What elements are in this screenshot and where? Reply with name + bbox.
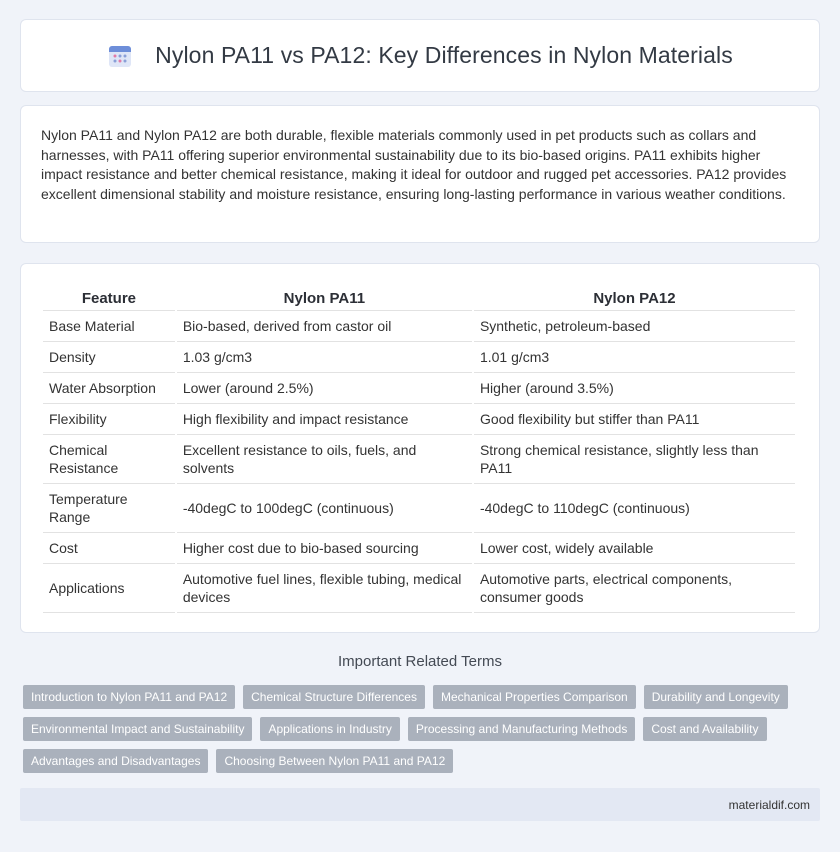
pa11-cell: Higher cost due to bio-based sourcing: [177, 533, 472, 564]
related-terms-list: [23, 685, 803, 773]
related-terms-title: Important Related Terms: [338, 653, 502, 670]
table-row: [43, 342, 795, 373]
related-term-tag[interactable]: Mechanical Properties Comparison: [433, 685, 636, 709]
related-term-tag[interactable]: Environmental Impact and Sustainability: [23, 717, 252, 741]
table-row: [43, 311, 795, 342]
pa12-cell: 1.01 g/cm3: [474, 342, 795, 373]
feature-cell: Cost: [43, 533, 175, 564]
related-term-tag[interactable]: Advantages and Disadvantages: [23, 749, 208, 773]
pa12-cell: Lower cost, widely available: [474, 533, 795, 564]
comparison-table-card: [20, 263, 820, 633]
pa12-cell: -40degC to 110degC (continuous): [474, 484, 795, 533]
table-row: [43, 435, 795, 484]
header-pa11: Nylon PA11: [177, 284, 472, 311]
pa11-cell: 1.03 g/cm3: [177, 342, 472, 373]
header-feature: Feature: [43, 284, 175, 311]
feature-cell: Density: [43, 342, 175, 373]
table-row: [43, 564, 795, 613]
footer: [20, 788, 820, 821]
feature-cell: Chemical Resistance: [43, 435, 175, 484]
pa11-cell: Excellent resistance to oils, fuels, and solvents: [177, 435, 472, 484]
header-card: [20, 19, 820, 92]
table-row: [43, 373, 795, 404]
related-term-tag[interactable]: Chemical Structure Differences: [243, 685, 425, 709]
related-term-tag[interactable]: Introduction to Nylon PA11 and PA12: [23, 685, 235, 709]
calendar-doc-icon: [107, 43, 133, 69]
related-term-tag[interactable]: Choosing Between Nylon PA11 and PA12: [216, 749, 453, 773]
table-row: [43, 404, 795, 435]
related-term-tag[interactable]: Applications in Industry: [260, 717, 399, 741]
feature-cell: Temperature Range: [43, 484, 175, 533]
feature-cell: Water Absorption: [43, 373, 175, 404]
pa12-cell: Good flexibility but stiffer than PA11: [474, 404, 795, 435]
feature-cell: Applications: [43, 564, 175, 613]
related-term-tag[interactable]: Cost and Availability: [643, 717, 766, 741]
pa11-cell: -40degC to 100degC (continuous): [177, 484, 472, 533]
pa12-cell: Synthetic, petroleum-based: [474, 311, 795, 342]
related-term-tag[interactable]: Durability and Longevity: [644, 685, 788, 709]
table-row: [43, 533, 795, 564]
pa12-cell: Automotive parts, electrical components, consumer goods: [474, 564, 795, 613]
pa11-cell: Lower (around 2.5%): [177, 373, 472, 404]
pa11-cell: Bio-based, derived from castor oil: [177, 311, 472, 342]
table-header-row: [43, 284, 795, 311]
pa12-cell: Higher (around 3.5%): [474, 373, 795, 404]
pa11-cell: High flexibility and impact resistance: [177, 404, 472, 435]
feature-cell: Flexibility: [43, 404, 175, 435]
related-term-tag[interactable]: Processing and Manufacturing Methods: [408, 717, 635, 741]
header-pa12: Nylon PA12: [474, 284, 795, 311]
page-title: Nylon PA11 vs PA12: Key Differences in Nylon Materials: [155, 42, 733, 68]
intro-paragraph: Nylon PA11 and Nylon PA12 are both durable, flexible materials commonly used in pet products such as collars and harnesses, with PA11 offering superior environmental sustainability due to its bio-based origins. PA11 exhibits higher impact resistance and better chemical resistance, making it ideal for outdoor and rugged pet accessories. PA12 provides excellent dimensional stability and moisture resistance, ensuring long-lasting performance in various weather conditions.: [41, 127, 787, 202]
comparison-table: [41, 284, 797, 613]
table-row: [43, 484, 795, 533]
footer-site-link[interactable]: materialdif.com: [728, 797, 810, 812]
pa12-cell: Strong chemical resistance, slightly less than PA11: [474, 435, 795, 484]
intro-card: [20, 105, 820, 243]
pa11-cell: Automotive fuel lines, flexible tubing, medical devices: [177, 564, 472, 613]
feature-cell: Base Material: [43, 311, 175, 342]
